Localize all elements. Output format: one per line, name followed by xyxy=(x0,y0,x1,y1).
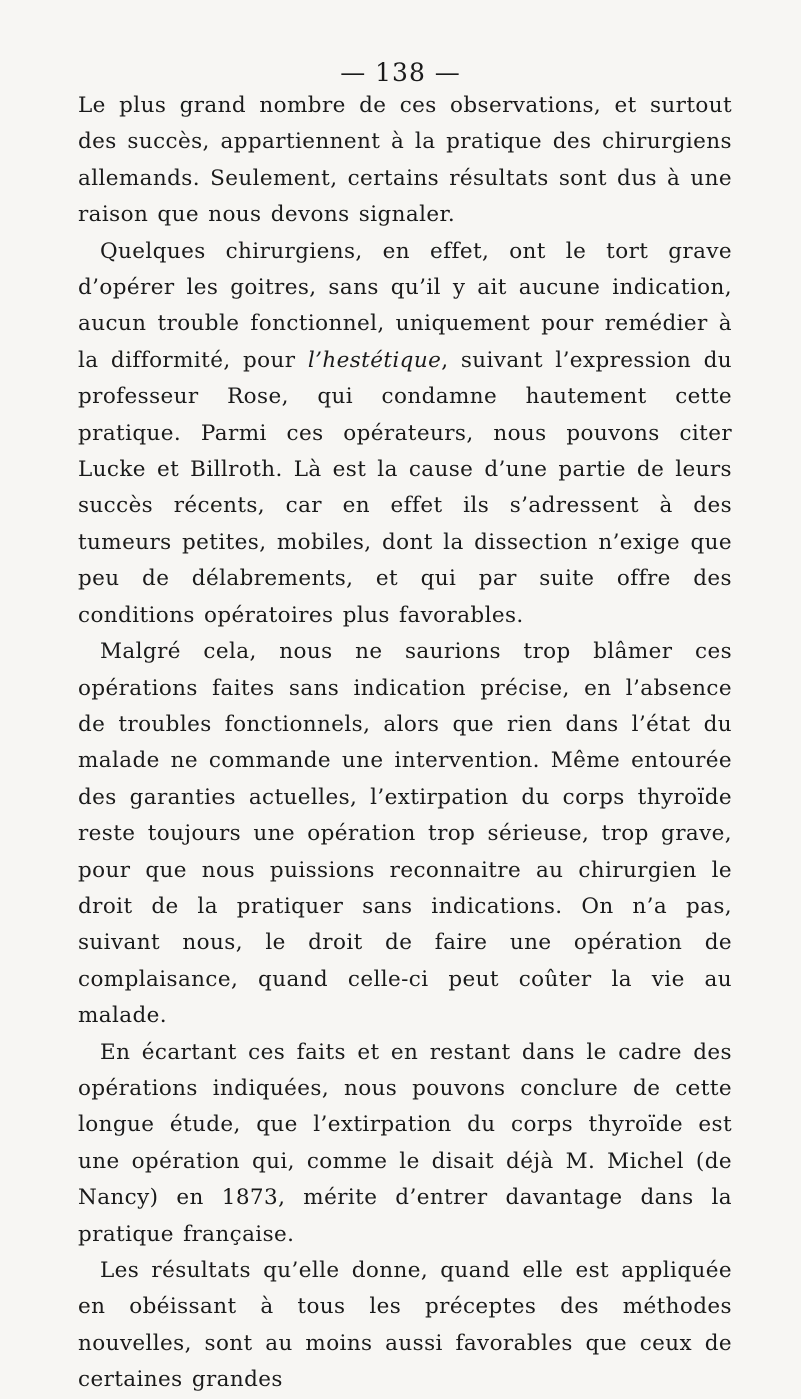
emphasized-term: l’hestétique xyxy=(307,347,442,373)
paragraph-1: Le plus grand nombre de ces observations, et surtout des succès, appartiennent à la pratique des chirurgiens allemands. Seulement, certains résultats sont dus à une raison que nous devons signaler. xyxy=(78,93,732,228)
paragraph-2-text-start: Quelques chirurgiens, en effet, ont le tort grave d’opérer les goitres, sans qu’il y ait aucune indication, aucun trouble fonctionnel, uniquement pour remédier à la difformité, pour xyxy=(78,238,732,373)
body-text xyxy=(78,88,732,1399)
paragraph-2-text-end: , suivant l’expression du professeur Rose, qui condamne hautement cette pratique. Parmi ces opérateurs, nous pouvons citer Lucke et Billroth. Là est la cause d’une partie de leurs succès récents, car en effet ils s’adressent à des tumeurs petites, mobiles, dont la dissection n’exige que peu de délabrements, et qui par suite offre des conditions opératoires plus favorables. xyxy=(78,347,732,628)
page-number: — 138 — xyxy=(340,58,461,87)
paragraph-3: Malgré cela, nous ne saurions trop blâmer ces opérations faites sans indication précise, en l’absence de troubles fonctionnels, alors que rien dans l’état du malade ne commande une intervention. Même entourée des garanties actuelles, l’extirpation du corps thyroïde reste toujours une opération trop sérieuse, trop grave, pour que nous puissions reconnaitre au chirurgien le droit de la pratiquer sans indications. On n’a pas, suivant nous, le droit de faire une opération de complaisance, quand celle-ci peut coûter la vie au malade. xyxy=(78,639,732,1029)
paragraph-5: Les résultats qu’elle donne, quand elle est appliquée en obéissant à tous les préceptes des méthodes nouvelles, sont au moins aussi favorables que ceux de certaines grandes xyxy=(78,1258,732,1393)
paragraph-4: En écartant ces faits et en restant dans le cadre des opérations indiquées, nous pouvons conclure de cette longue étude, que l’extirpation du corps thyroïde est une opération qui, comme le disait déjà M. Michel (de Nancy) en 1873, mérite d’entrer davantage dans la pratique française. xyxy=(78,1039,732,1247)
paragraph-2 xyxy=(78,234,732,634)
